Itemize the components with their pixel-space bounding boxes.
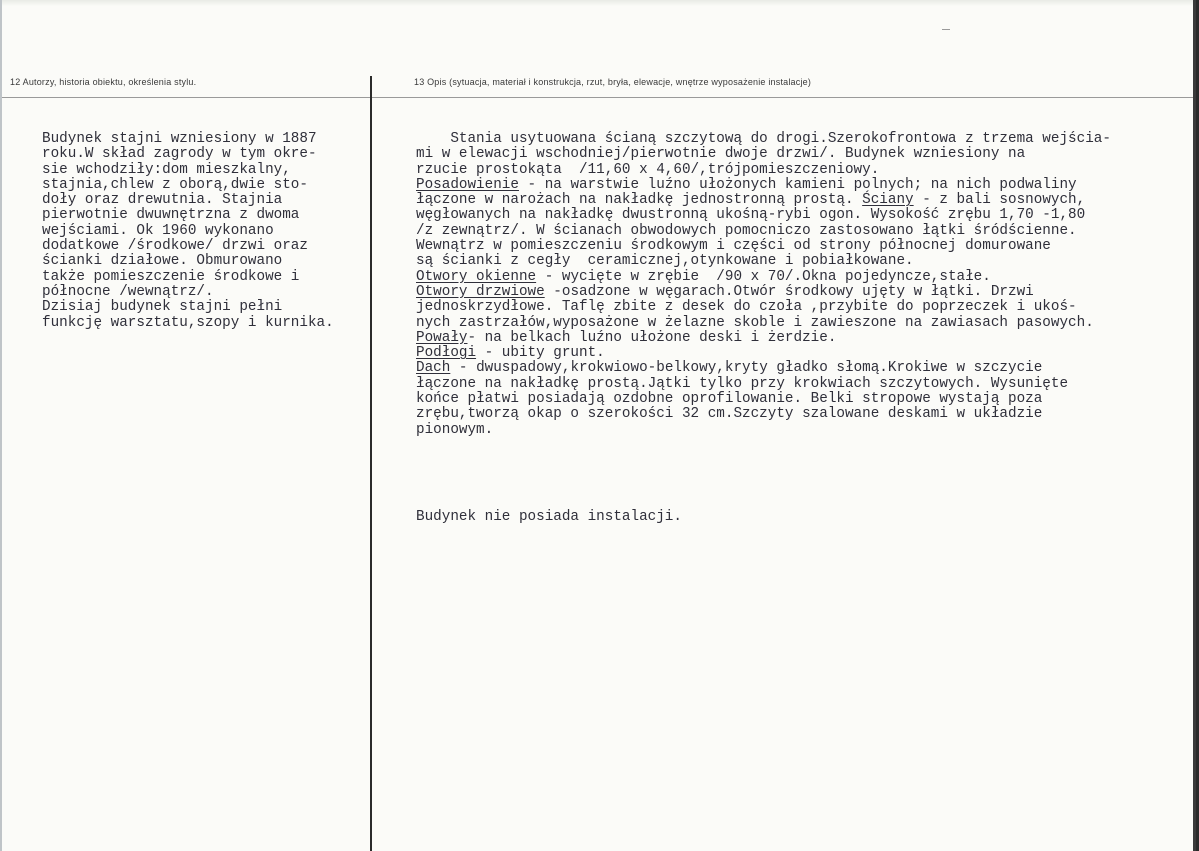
installations-note: Budynek nie posiada instalacji. — [416, 509, 682, 525]
description-line — [416, 346, 1111, 361]
section-heading: Powały — [416, 329, 468, 346]
description-line — [416, 331, 1111, 346]
history-line: Dzisiaj budynek stajni pełni — [42, 299, 283, 316]
description-text: łączone w narożach na nakładkę jednostronną prostą. — [416, 192, 863, 209]
section-heading: Dach — [416, 360, 451, 377]
history-line: Budynek stajni wzniesiony w 1887 — [42, 131, 317, 147]
description-line — [416, 224, 1111, 239]
description-text: - wycięte w zrębie /90 x 70/.Okna pojedyncze,stałe. — [536, 268, 991, 285]
column-divider — [370, 76, 372, 851]
history-line: funkcję warsztatu,szopy i kurnika. — [42, 314, 334, 331]
history-line: także pomieszczenie środkowe i — [42, 268, 300, 285]
description-text: zrębu,tworzą okap o szerokości 32 cm.Szczyty szalowane deskami w układzie — [416, 406, 1043, 423]
description-text: węgłowanych na nakładkę dwustronną ukośną-rybi ogon. Wysokość zrębu 1,70 -1,80 — [416, 207, 1086, 224]
history-line: dodatkowe /środkowe/ drzwi oraz — [42, 238, 308, 255]
description-line — [416, 285, 1111, 300]
history-line: pierwotnie dwuwnętrzna z dwoma — [42, 207, 300, 224]
section-heading: Otwory okienne — [416, 268, 537, 285]
description-text: /z zewnątrz/. W ścianach obwodowych pomocniczo zastosowano łątki śródścienne. — [416, 222, 1077, 239]
pencil-mark — [942, 29, 950, 30]
history-line: północne /wewnątrz/. — [42, 283, 214, 300]
description-line — [416, 132, 1111, 147]
right-column-header: 13 Opis (sytuacja, materiał i konstrukcja, rzut, bryła, elewacje, wnętrze wyposażenie instalacje) — [414, 77, 812, 87]
history-line: wejściami. Ok 1960 wykonano — [42, 222, 274, 239]
section-heading: Posadowienie — [416, 176, 519, 193]
description-text: jednoskrzydłowe. Taflę zbite z desek do czoła ,przybite do poprzeczek i ukoś- — [416, 299, 1077, 316]
description-text: -osadzone w węgarach.Otwór środkowy ujęty w łątki. Drzwi — [544, 283, 1034, 300]
history-line: stajnia,chlew z oborą,dwie sto- — [42, 176, 308, 193]
description-line — [416, 392, 1111, 407]
description-text: mi w elewacji wschodniej/pierwotnie dwoje drzwi/. Budynek wzniesiony na — [416, 146, 1026, 163]
description-line — [416, 147, 1111, 162]
description-text: rzucie prostokąta /11,60 x 4,60/,trójpomieszczeniowy. — [416, 161, 880, 178]
description-line — [416, 163, 1111, 178]
description-line — [416, 193, 1111, 208]
description-line — [416, 316, 1111, 331]
description-text: - na belkach luźno ułożone deski i żerdzie. — [467, 329, 837, 346]
description-text: łączone na nakładkę prostą.Jątki tylko przy krokwiach szczytowych. Wysunięte — [416, 375, 1069, 392]
section-heading: Otwory drzwiowe — [416, 283, 545, 300]
history-line: sie wchodziły:dom mieszkalny, — [42, 161, 291, 178]
description-text: - ubity grunt. — [476, 345, 605, 362]
description-text: Stania usytuowana ścianą szczytową do drogi.Szerokofrontowa z trzema wejścia- — [416, 131, 1111, 147]
description-line — [416, 270, 1111, 285]
description-text-block — [416, 132, 1111, 438]
description-text: - dwuspadowy,krokwiowo-belkowy,kryty gładko słomą.Krokiwe w szczycie — [450, 360, 1043, 377]
paper-top-edge — [2, 0, 1196, 6]
description-text: nych zastrzałów,wyposażone w żelazne skoble i zawieszone na zawiasach pasowych. — [416, 314, 1094, 331]
description-line — [416, 178, 1111, 193]
history-text-block — [42, 132, 334, 331]
history-line: ścianki działowe. Obmurowano — [42, 253, 283, 270]
description-text: końce płatwi posiadają ozdobne oprofilowanie. Belki stropowe wystają poza — [416, 391, 1043, 408]
description-line — [416, 407, 1111, 422]
description-line — [416, 300, 1111, 315]
description-line — [416, 208, 1111, 223]
section-heading: Podłogi — [416, 345, 477, 362]
description-line — [416, 377, 1111, 392]
description-text: - z bali sosnowych, — [913, 192, 1086, 209]
description-text: są ścianki z cegły ceramicznej,otynkowane i pobiałkowane. — [416, 253, 914, 270]
history-line: roku.W skład zagrody w tym okre- — [42, 146, 317, 163]
description-line — [416, 239, 1111, 254]
description-line — [416, 254, 1111, 269]
description-text: Wewnątrz w pomieszczeniu środkowym i części od strony północnej domurowane — [416, 238, 1051, 255]
description-line — [416, 423, 1111, 438]
description-text: - na warstwie luźno ułożonych kamieni polnych; na nich podwaliny — [518, 176, 1077, 193]
section-heading: Ściany — [862, 192, 914, 209]
header-rule — [2, 97, 1196, 98]
left-column-header: 12 Autorzy, historia obiektu, określenia stylu. — [10, 77, 197, 87]
paper-right-edge — [1193, 0, 1196, 851]
description-line — [416, 361, 1111, 376]
description-text: pionowym. — [416, 421, 494, 438]
history-line: doły oraz drewutnia. Stajnia — [42, 192, 283, 209]
